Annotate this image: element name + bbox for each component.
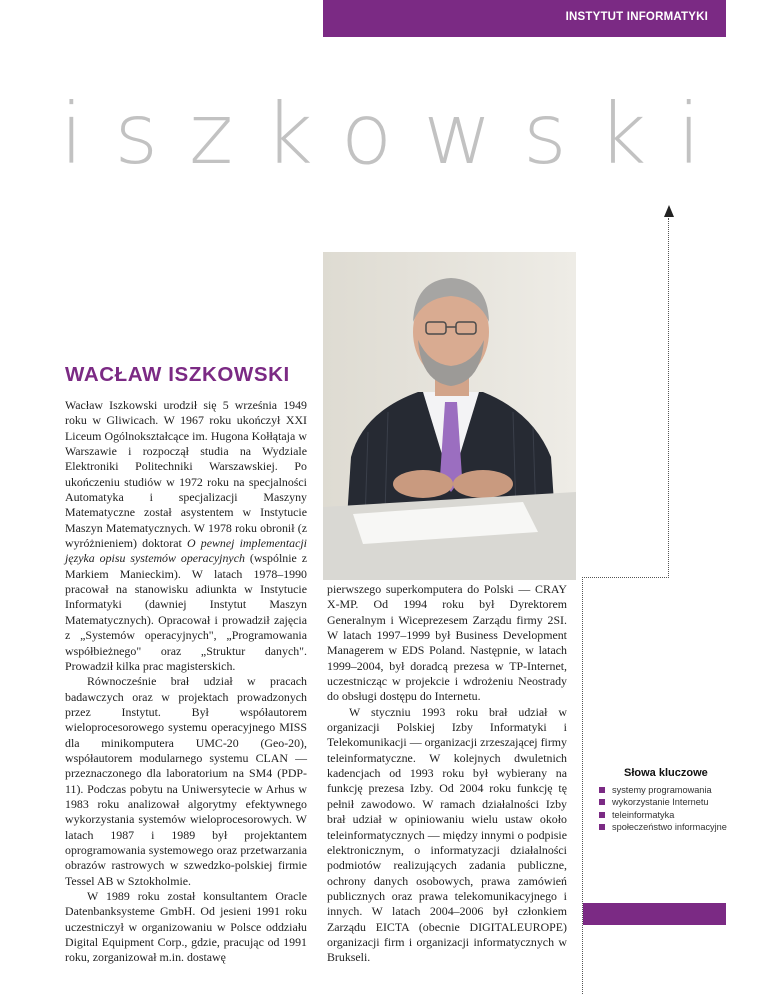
portrait-illustration <box>323 252 576 580</box>
bio-paragraph: W 1989 roku został konsultantem Oracle Datenbanksysteme GmbH. Od jesieni 1991 roku uczestniczył w organizowaniu w Polsce oddziału Digital Equipment Corp., gdzie, pracując od 1991 roku, zorganizował m.in. dostawę <box>65 889 307 965</box>
bio-paragraph <box>65 398 307 674</box>
keywords-title: Słowa kluczowe <box>624 767 708 779</box>
biography-column-1 <box>65 398 307 966</box>
bio-paragraph: Równocześnie brał udział w pracach badawczych oraz w projektach prowadzonych przez Instytut. Był współautorem wieloprocesorowego systemu operacyjnego MISS dla minikomputera UMC-20 (Geo-20), współautorem modularnego systemu CLAN — przeznaczonego dla laboratorium na SM4 (PDP-11). Podczas pobytu na Uniwersytecie w Arhus w 1983 roku analizował algorytmy efektywnego wykorzystania systemów wieloprocesorowych. W latach 1987 i 1989 był projektantem oprogramowania systemowego oraz przetwarzania obrazów rastrowych w szwedzko-polskiej firmie Tessel AB w Sztokholmie. <box>65 674 307 888</box>
page-title: WACŁAW ISZKOWSKI <box>65 363 290 386</box>
header-band <box>323 0 726 37</box>
square-bullet-icon <box>599 799 605 805</box>
keyword-item <box>598 796 728 808</box>
dotted-guide-lower <box>582 577 583 994</box>
keyword-text: wykorzystanie Internetu <box>612 797 709 808</box>
keyword-text: systemy programowania <box>612 785 712 795</box>
bio-paragraph: W styczniu 1993 roku brał udział w organizacji Polskiej Izby Informatyki i Telekomunikacji — organizacji zrzeszającej firmy teleinformatyczne. W kolejnych dwuletnich kadencjach od 1993 roku był wybierany na funkcję prezesa Izby. Od 2004 roku funkcję tę pełnił zawodowo. W ramach działalności Izby brał udział w opiniowaniu wielu ustaw około teleinformatycznych — między innymi o podpisie elektronicznym, o informatyzacji działalności podmiotów realizujących zadania publiczne, ochrony danych osobowych, prawa zamówień publicznych oraz prawa telekomunikacyjnego i innych. W latach 2004–2006 był członkiem Zarządu EICTA (obecnie DIGITALEUROPE) organizacji firm i organizacji informatycznych w Brukseli. <box>327 704 567 965</box>
keywords-list <box>598 784 728 834</box>
keyword-text: teleinformatyka <box>612 809 675 820</box>
keyword-item <box>598 809 728 821</box>
biography-column-2 <box>327 582 567 966</box>
portrait-photo <box>323 252 576 580</box>
background-surname: iszkowski <box>60 85 732 183</box>
keyword-item <box>598 784 728 796</box>
section-label: INSTYTUT INFORMATYKI <box>565 11 708 23</box>
square-bullet-icon <box>599 787 605 793</box>
keywords-accent-band <box>583 903 726 925</box>
bio-paragraph: pierwszego superkomputera do Polski — CRAY X-MP. Od 1994 roku był Dyrektorem Generalnym i Wiceprezesem Zarządu firmy 2SI. W latach 1997–1999 był Business Development Managerem w EDS Poland. Następnie, w latach 1999–2004, był doradcą prezesa w TP-Internet, uczestnicząc w projekcie i wdrożeniu Neostrady do obsługi dostępu do Internetu. <box>327 582 567 704</box>
keyword-text: społeczeństwo informacyjne <box>612 822 727 833</box>
dotted-guide-vertical <box>668 218 669 578</box>
thesis-title: O pewnej implementacji języka opisu systemów operacyjnych <box>65 536 307 566</box>
bio-text: (wspólnie z Markiem Manieckim). W latach 1978–1990 pracował na stanowisku adiunkta w Instytucie Informatyki (dawniej Instytut Maszyn Matematycznych). Opracował i prowadził zajęcia z „Systemów operacyjnych", „Programowania współbieżnego" oraz „Struktur danych". Prowadził kilka prac magisterskich. <box>65 551 307 673</box>
square-bullet-icon <box>599 812 605 818</box>
bio-text: Wacław Iszkowski urodził się 5 września 1949 roku w Gliwicach. W 1967 roku ukończył XXI Liceum Ogólnokształcące im. Hugona Kołłątaja w Warszawie i rozpoczął studia na Wydziale Elektroniki Politechniki Warszawskiej. Po ukończeniu studiów w 1972 roku na specjalności Automatyka i specjalizacji Maszyny Matematyczne został asystentem w Instytucie Maszyn Matematycznych. W 1978 roku obronił (z wyróżnieniem) doktorat <box>65 398 307 551</box>
dotted-guide-horizontal <box>582 577 669 578</box>
arrow-up-icon <box>664 205 674 217</box>
square-bullet-icon <box>599 824 605 830</box>
keyword-item <box>598 821 728 833</box>
